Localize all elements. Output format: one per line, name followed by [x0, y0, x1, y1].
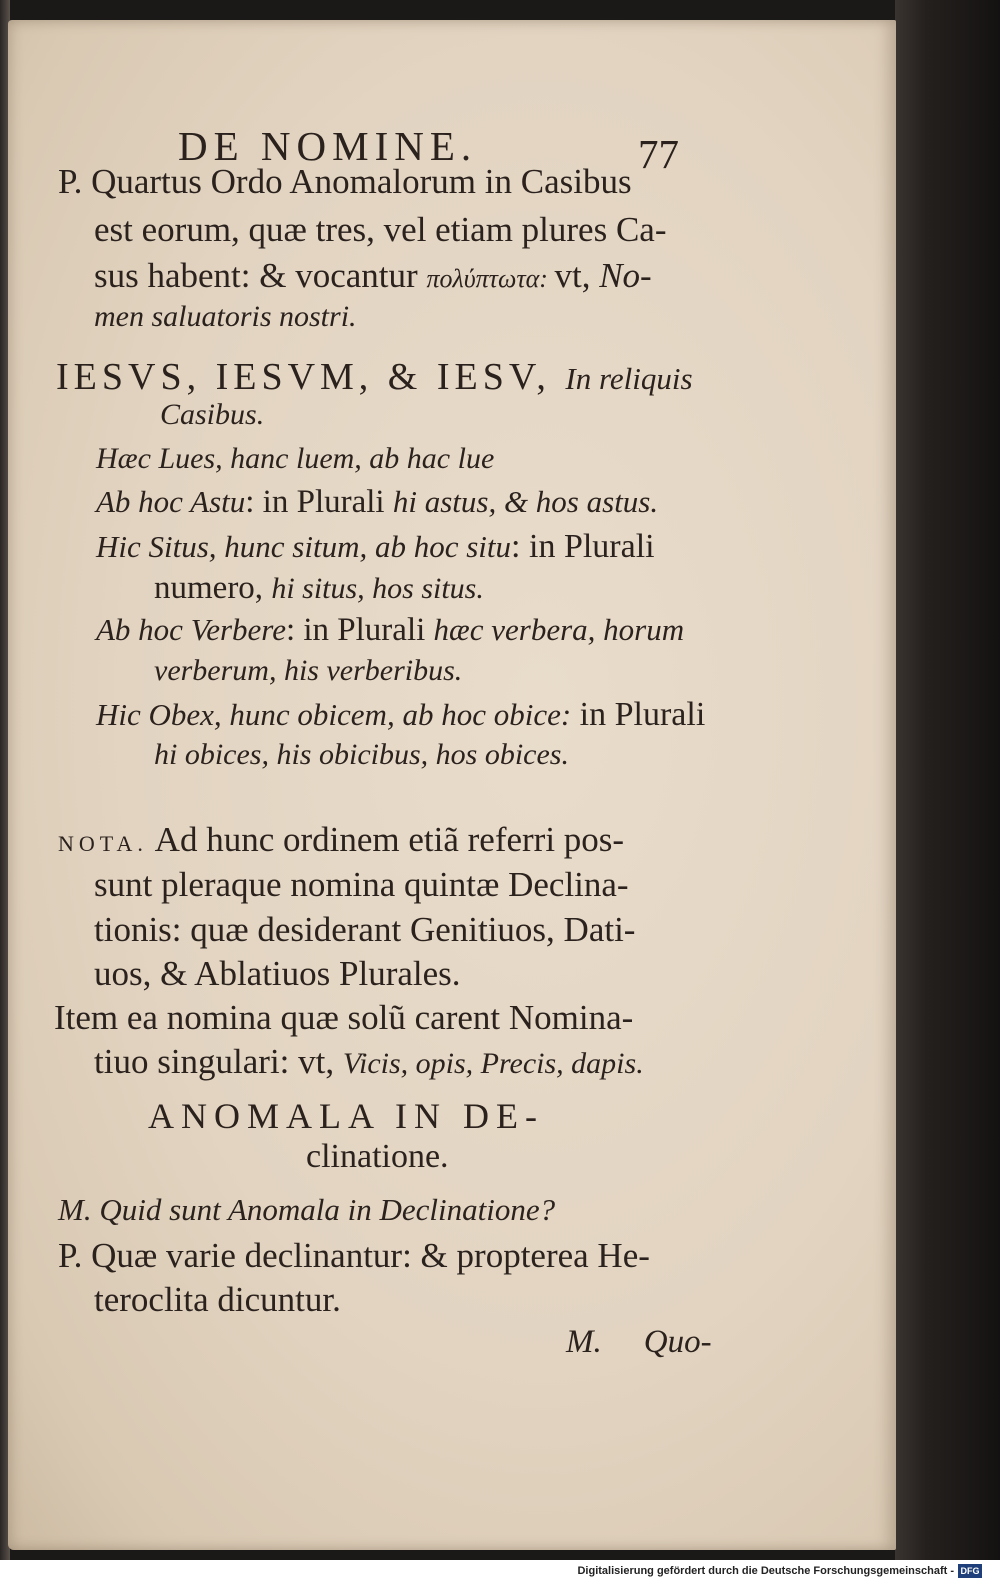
text-run: tiuo singulari: vt, [94, 1042, 343, 1081]
text-run: sus habent: & vocantur [94, 256, 427, 295]
speaker-label: M. [58, 1192, 100, 1227]
text-run: Vicis, opis, Precis, dapis. [342, 1047, 644, 1080]
text-run: vt, [554, 256, 600, 295]
speaker-label: M. [566, 1324, 602, 1360]
text-line [56, 355, 693, 399]
text-line [94, 256, 652, 296]
catchword [566, 1324, 712, 1361]
text-line [96, 612, 684, 649]
nota-label: NOTA. [58, 831, 148, 856]
text-run: hi astus, & hos astus. [392, 484, 659, 519]
dfg-logo: DFG [958, 1564, 982, 1578]
text-run: hæc verbera, horum [433, 612, 685, 647]
text-line: teroclita dicuntur. [94, 1280, 341, 1319]
section-heading: ANOMALA IN DE- [148, 1096, 544, 1136]
text-run: Hic Obex, hunc obicem, ab hoc obice: [96, 697, 572, 732]
text-line [154, 570, 484, 607]
text-run: Quid sunt Anomala in Declinatione? [99, 1192, 556, 1227]
text-line: P. Quæ varie declinantur: & propterea He- [58, 1236, 650, 1275]
text-line [58, 820, 624, 860]
text-line: est eorum, quæ tres, vel etiam plures Ca- [94, 210, 667, 249]
text-line [96, 484, 658, 521]
text-line: Hæc Lues, hanc luem, ab hac lue [96, 442, 495, 475]
book-edge-right [895, 0, 1000, 1560]
running-head: DE NOMINE. [178, 123, 478, 169]
text-line: hi obices, his obicibus, hos obices. [154, 738, 569, 771]
text-run: Ab hoc Astu [96, 484, 246, 519]
footer-bar [0, 1560, 1000, 1584]
text-line: men saluatoris nostri. [94, 300, 357, 333]
text-run: numero, [154, 570, 272, 606]
text-line [96, 528, 655, 566]
text-line: P. Quartus Ordo Anomalorum in Casibus [58, 162, 632, 201]
text-run: in Plurali [571, 696, 706, 733]
text-line: tionis: quæ desiderant Genitiuos, Dati- [94, 910, 636, 949]
text-run: Ad hunc ordinem etiã referri pos- [147, 820, 625, 859]
footer-credit: Digitalisierung gefördert durch die Deutsche Forschungsgemeinschaft - [577, 1565, 954, 1577]
text-line: verberum, his verberibus. [154, 654, 463, 687]
text-run: Hic Situs, hunc situm, ab hoc situ [96, 529, 512, 564]
text-run: hi situs, hos situs. [271, 572, 484, 605]
text-run: : in Plurali [285, 612, 434, 648]
text-line: uos, & Ablatiuos Plurales. [94, 954, 461, 993]
page-number: 77 [638, 131, 679, 177]
text-run: : in Plurali [245, 484, 393, 520]
book-page [8, 20, 896, 1550]
section-heading-continued: clinatione. [306, 1138, 449, 1175]
text-line [96, 696, 705, 734]
greek-term: πολύπτωτα: [426, 264, 555, 293]
catchword-text: Quo- [643, 1324, 712, 1360]
text-run: No- [599, 256, 652, 295]
text-run: IESVS, IESVM, & IESV, [56, 356, 566, 398]
text-line [94, 1042, 644, 1082]
text-line: sunt pleraque nomina quintæ Declina- [94, 865, 629, 904]
text-run: : in Plurali [511, 528, 655, 565]
text-run: Ab hoc Verbere [96, 612, 286, 647]
text-line [58, 1192, 555, 1228]
text-run: In reliquis [565, 361, 693, 396]
text-line: Casibus. [160, 398, 265, 431]
text-line: Item ea nomina quæ solũ carent Nomina- [54, 998, 634, 1037]
